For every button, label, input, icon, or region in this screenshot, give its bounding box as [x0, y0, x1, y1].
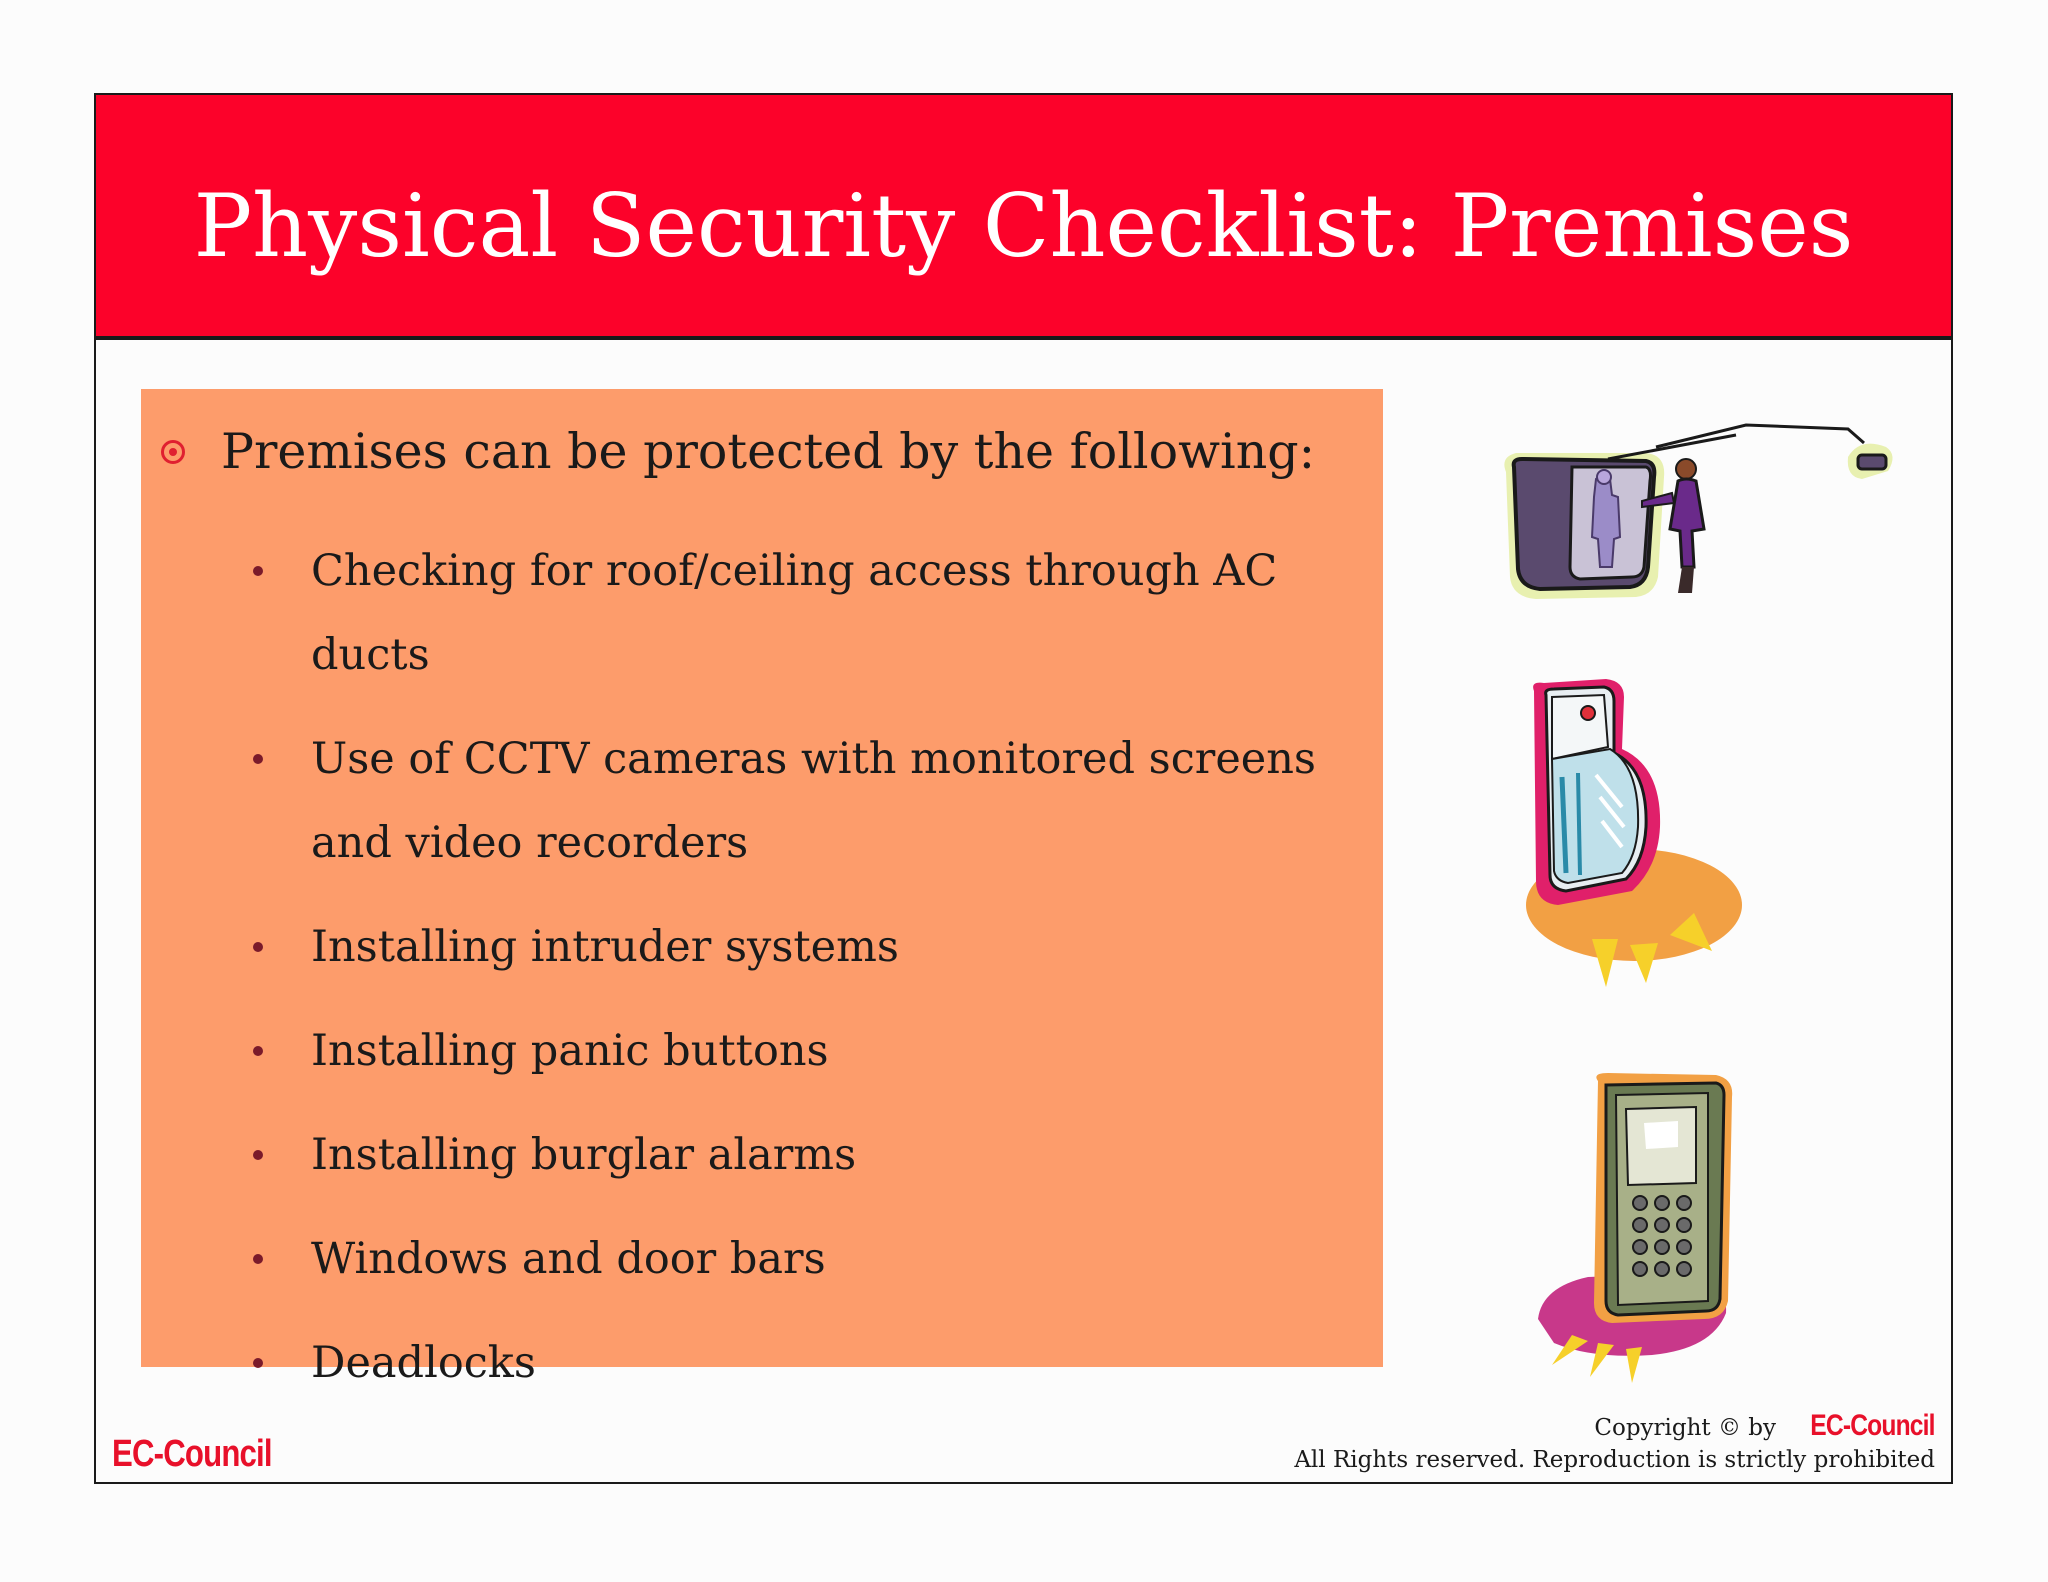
- copyright-notice: [1294, 1410, 1935, 1476]
- checklist-item-text: Installing panic buttons: [311, 1026, 829, 1076]
- bullet-icon: [253, 1358, 263, 1368]
- checklist-item-text: Checking for roof/ceiling access through AC ducts: [311, 546, 1278, 680]
- bullet-icon: [253, 1150, 263, 1160]
- rights-line: All Rights reserved. Reproduction is strictly prohibited: [1294, 1447, 1935, 1473]
- title-bar: [96, 95, 1951, 340]
- checklist-item: [253, 1113, 1363, 1197]
- checklist-item: [253, 905, 1363, 989]
- checklist-item: [253, 717, 1363, 885]
- checklist-item: [253, 1321, 1363, 1405]
- ec-council-logo: EC-Council: [112, 1433, 272, 1475]
- checklist-item: [253, 529, 1363, 697]
- keypad-icon: [1532, 1073, 1752, 1383]
- bullet-icon: [253, 566, 263, 576]
- checklist-item: [253, 1217, 1363, 1301]
- slide-title: Physical Security Checklist: Premises: [193, 175, 1854, 277]
- cctv-monitor-icon: [1496, 417, 1936, 617]
- lead-line: [161, 423, 1316, 480]
- copyright-brand: EC-Council: [1810, 1409, 1935, 1442]
- checklist-item-text: Installing burglar alarms: [311, 1130, 857, 1180]
- content-box: [141, 389, 1383, 1388]
- checklist-item-text: Windows and door bars: [311, 1234, 826, 1284]
- slide: [94, 93, 1953, 1484]
- target-bullet-icon: [161, 440, 185, 464]
- checklist: [253, 529, 1363, 1425]
- bullet-icon: [253, 754, 263, 764]
- bullet-icon: [253, 1046, 263, 1056]
- bullet-icon: [253, 1254, 263, 1264]
- motion-sensor-icon: [1522, 677, 1782, 1017]
- checklist-item-text: Deadlocks: [311, 1338, 536, 1388]
- checklist-item-text: Installing intruder systems: [311, 922, 899, 972]
- lead-text: Premises can be protected by the following:: [221, 423, 1316, 480]
- copyright-prefix: Copyright © by: [1594, 1415, 1777, 1441]
- bullet-icon: [253, 942, 263, 952]
- checklist-item: [253, 1009, 1363, 1093]
- copyright-line: [1294, 1410, 1935, 1444]
- checklist-item-text: Use of CCTV cameras with monitored screens and video recorders: [311, 734, 1316, 868]
